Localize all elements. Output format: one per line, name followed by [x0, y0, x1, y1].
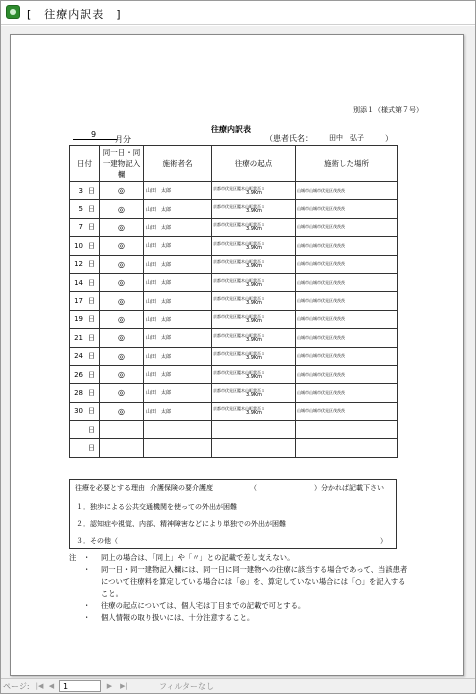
start-distance: 3.9Km: [245, 189, 263, 196]
table-row: [70, 439, 398, 457]
start-point-cell: [212, 421, 296, 439]
table-row: [70, 365, 398, 383]
table-row: [70, 329, 398, 347]
notes-label: 注: [69, 553, 77, 562]
navigation-bar: [1, 678, 475, 693]
form-number: 別添１（様式第７号）: [353, 106, 423, 114]
note-item: ・ 同一日・同一建物記入欄には、同一日に同一建物への往療に該当する場合であって、当該患者について往療料を算定している場合には「◎」を、算定していない場合には「○」を記入すること。: [83, 564, 409, 600]
day-unit: 日: [88, 333, 95, 342]
start-point-cell: [212, 182, 296, 200]
report-page: [10, 34, 464, 676]
practitioner-cell: 山田 太郎: [144, 200, 212, 218]
start-address: 京都市伏見区鑑木山町貴吾１: [213, 259, 265, 265]
patient-close-paren: ）: [385, 134, 393, 143]
start-address: 京都市伏見区鑑木山町貴吾１: [213, 314, 265, 320]
date-cell: [70, 218, 100, 236]
practitioner-cell: 山田 太郎: [144, 292, 212, 310]
place-cell: [296, 439, 398, 457]
place-cell: 山城市山城市伏見区茂茨茨: [296, 310, 398, 328]
header-start-point: 往療の起点: [212, 146, 296, 182]
start-address: 京都市伏見区鑑木山町貴吾１: [213, 204, 265, 210]
practitioner-cell: 山田 太郎: [144, 273, 212, 291]
header-same-building: 同一日・同一建物記入欄: [100, 146, 144, 182]
day-unit: 日: [88, 186, 95, 195]
same-building-cell: ◎: [100, 218, 144, 236]
start-point-cell: [212, 255, 296, 273]
start-address: 京都市伏見区鑑木山町貴吾１: [213, 277, 265, 283]
practitioner-cell: 山田 太郎: [144, 402, 212, 420]
day-value: 3: [78, 186, 83, 195]
care-level-label: 介護保険の要介護度: [150, 484, 213, 492]
day-value: 19: [74, 315, 83, 324]
filter-status[interactable]: フィルターなし: [159, 682, 215, 691]
place-cell: 山城市山城市伏見区茂茨茨: [296, 365, 398, 383]
start-distance: 3.9Km: [245, 391, 263, 398]
header-date: 日付: [70, 146, 100, 182]
header-practitioner: 施術者名: [144, 146, 212, 182]
reason-box: [69, 479, 397, 549]
visit-table: [69, 145, 398, 458]
start-point-cell: [212, 310, 296, 328]
place-cell: 山城市山城市伏見区茂茨茨: [296, 273, 398, 291]
start-distance: 3.9Km: [245, 373, 263, 380]
date-cell: [70, 310, 100, 328]
start-distance: 3.9Km: [245, 300, 263, 307]
start-point-cell: [212, 365, 296, 383]
practitioner-cell: 山田 太郎: [144, 347, 212, 365]
day-unit: 日: [88, 425, 95, 434]
date-cell: [70, 255, 100, 273]
start-point-cell: [212, 200, 296, 218]
start-distance: 3.9Km: [245, 226, 263, 233]
table-row: [70, 182, 398, 200]
table-row: [70, 200, 398, 218]
day-unit: 日: [88, 444, 95, 453]
start-distance: 3.9Km: [245, 208, 263, 215]
day-value: 26: [74, 370, 83, 379]
practitioner-cell: 山田 太郎: [144, 237, 212, 255]
day-unit: 日: [88, 223, 95, 232]
date-cell: [70, 384, 100, 402]
practitioner-cell: 山田 太郎: [144, 365, 212, 383]
same-building-cell: ◎: [100, 200, 144, 218]
day-value: 14: [74, 278, 83, 287]
note-item: ・ 個人情報の取り扱いには、十分注意すること。: [83, 612, 409, 624]
date-cell: [70, 292, 100, 310]
place-cell: 山城市山城市伏見区茂茨茨: [296, 402, 398, 420]
day-unit: 日: [88, 278, 95, 287]
day-unit: 日: [88, 370, 95, 379]
start-address: 京都市伏見区鑑木山町貴吾１: [213, 332, 265, 338]
next-page-button[interactable]: ▶: [106, 682, 113, 690]
day-value: 30: [74, 407, 83, 416]
page-number-input[interactable]: [59, 680, 101, 692]
start-point-cell: [212, 218, 296, 236]
start-address: 京都市伏見区鑑木山町貴吾１: [213, 296, 265, 302]
start-distance: 3.9Km: [245, 355, 263, 362]
place-cell: 山城市山城市伏見区茂茨茨: [296, 255, 398, 273]
table-row: [70, 218, 398, 236]
place-cell: 山城市山城市伏見区茂茨茨: [296, 200, 398, 218]
place-cell: 山城市山城市伏見区茂茨茨: [296, 329, 398, 347]
place-cell: [296, 421, 398, 439]
practitioner-cell: [144, 439, 212, 457]
day-unit: 日: [88, 388, 95, 397]
patient-label: （患者氏名：: [265, 134, 313, 143]
date-cell: [70, 273, 100, 291]
place-cell: 山城市山城市伏見区茂茨茨: [296, 218, 398, 236]
place-cell: 山城市山城市伏見区茂茨茨: [296, 347, 398, 365]
date-cell: [70, 182, 100, 200]
same-building-cell: ◎: [100, 255, 144, 273]
start-address: 京都市伏見区鑑木山町貴吾１: [213, 222, 265, 228]
practitioner-cell: 山田 太郎: [144, 384, 212, 402]
start-distance: 3.9Km: [245, 336, 263, 343]
note-item: ・ 往療の起点については、個人宅は丁目までの記載で可とする。: [83, 600, 409, 612]
table-row: [70, 421, 398, 439]
note-item: ・ 同上の場合は、「同上」や「〃」との記載で差し支えない。: [83, 552, 409, 564]
start-point-cell: [212, 273, 296, 291]
day-unit: 日: [88, 352, 95, 361]
day-value: 21: [74, 333, 83, 342]
date-cell: [70, 329, 100, 347]
previous-page-button[interactable]: ◀: [48, 682, 55, 690]
date-cell: [70, 200, 100, 218]
report-viewport[interactable]: [1, 26, 475, 678]
start-point-cell: [212, 347, 296, 365]
notes-list: [83, 552, 409, 624]
day-value: 17: [74, 297, 83, 306]
start-point-cell: [212, 384, 296, 402]
start-address: 京都市伏見区鑑木山町貴吾１: [213, 369, 265, 375]
day-unit: 日: [88, 205, 95, 214]
care-level-open-paren: （: [250, 484, 257, 492]
start-distance: 3.9Km: [245, 281, 263, 288]
day-value: 7: [78, 223, 83, 232]
day-value: 12: [74, 260, 83, 269]
table-row: [70, 237, 398, 255]
same-building-cell: [100, 439, 144, 457]
date-cell: [70, 347, 100, 365]
start-address: 京都市伏見区鑑木山町貴吾１: [213, 387, 265, 393]
day-unit: 日: [88, 241, 95, 250]
table-row: [70, 347, 398, 365]
same-building-cell: [100, 421, 144, 439]
month-underline: [73, 139, 117, 140]
patient-name: 田中 弘子: [329, 134, 364, 142]
month-unit-label: 月分: [115, 135, 131, 144]
practitioner-cell: 山田 太郎: [144, 255, 212, 273]
table-header-row: [70, 146, 398, 182]
same-building-cell: ◎: [100, 384, 144, 402]
practitioner-cell: 山田 太郎: [144, 329, 212, 347]
last-page-button[interactable]: ▶|: [120, 682, 128, 690]
start-distance: 3.9Km: [245, 244, 263, 251]
table-row: [70, 402, 398, 420]
same-building-cell: ◎: [100, 292, 144, 310]
day-value: 24: [74, 352, 83, 361]
start-point-cell: [212, 402, 296, 420]
same-building-cell: ◎: [100, 347, 144, 365]
header-place: 施術した場所: [296, 146, 398, 182]
start-address: 京都市伏見区鑑木山町貴吾１: [213, 351, 265, 357]
day-unit: 日: [88, 315, 95, 324]
day-value: 5: [78, 205, 83, 214]
place-cell: 山城市山城市伏見区茂茨茨: [296, 292, 398, 310]
table-row: [70, 310, 398, 328]
date-cell: [70, 421, 100, 439]
same-building-cell: ◎: [100, 329, 144, 347]
window-title: [ 往療内訳表 ]: [27, 8, 122, 21]
reason-item: １．独歩による公共交通機関を使っての外出が困難: [76, 503, 237, 511]
day-unit: 日: [88, 407, 95, 416]
reason-item: ３．その他（: [76, 537, 118, 545]
practitioner-cell: [144, 421, 212, 439]
day-value: 28: [74, 388, 83, 397]
place-cell: 山城市山城市伏見区茂茨茨: [296, 237, 398, 255]
practitioner-cell: 山田 太郎: [144, 218, 212, 236]
report-icon: [6, 5, 20, 19]
start-address: 京都市伏見区鑑木山町貴吾１: [213, 406, 265, 412]
month-value: 9: [91, 130, 97, 139]
practitioner-cell: 山田 太郎: [144, 182, 212, 200]
table-row: [70, 273, 398, 291]
table-row: [70, 384, 398, 402]
place-cell: 山城市山城市伏見区茂茨茨: [296, 384, 398, 402]
start-address: 京都市伏見区鑑木山町貴吾１: [213, 185, 265, 191]
start-distance: 3.9Km: [245, 318, 263, 325]
visit-rows: [70, 182, 398, 458]
reason-other-close: ）: [380, 537, 387, 545]
same-building-cell: ◎: [100, 182, 144, 200]
reason-heading: 往療を必要とする理由: [75, 484, 145, 492]
start-distance: 3.9Km: [245, 263, 263, 270]
day-unit: 日: [88, 297, 95, 306]
start-point-cell: [212, 439, 296, 457]
start-point-cell: [212, 329, 296, 347]
start-point-cell: [212, 292, 296, 310]
practitioner-cell: 山田 太郎: [144, 310, 212, 328]
same-building-cell: ◎: [100, 402, 144, 420]
title-bar: [1, 1, 475, 25]
same-building-cell: ◎: [100, 237, 144, 255]
page-label: ページ:: [3, 682, 30, 691]
care-level-close-note: ）分かれば記載下さい: [314, 484, 384, 492]
start-point-cell: [212, 237, 296, 255]
table-row: [70, 292, 398, 310]
date-cell: [70, 365, 100, 383]
same-building-cell: ◎: [100, 365, 144, 383]
start-address: 京都市伏見区鑑木山町貴吾１: [213, 240, 265, 246]
day-value: 10: [74, 241, 83, 250]
document-title: 往療内訳表: [211, 125, 251, 134]
reason-item: ２．認知症や視覚、内部、精神障害などにより単独での外出が困難: [76, 520, 286, 528]
same-building-cell: ◎: [100, 273, 144, 291]
same-building-cell: ◎: [100, 310, 144, 328]
place-cell: 山城市山城市伏見区茂茨茨: [296, 182, 398, 200]
table-row: [70, 255, 398, 273]
date-cell: [70, 402, 100, 420]
date-cell: [70, 237, 100, 255]
day-unit: 日: [88, 260, 95, 269]
date-cell: [70, 439, 100, 457]
start-distance: 3.9Km: [245, 410, 263, 417]
first-page-button[interactable]: |◀: [35, 682, 44, 690]
